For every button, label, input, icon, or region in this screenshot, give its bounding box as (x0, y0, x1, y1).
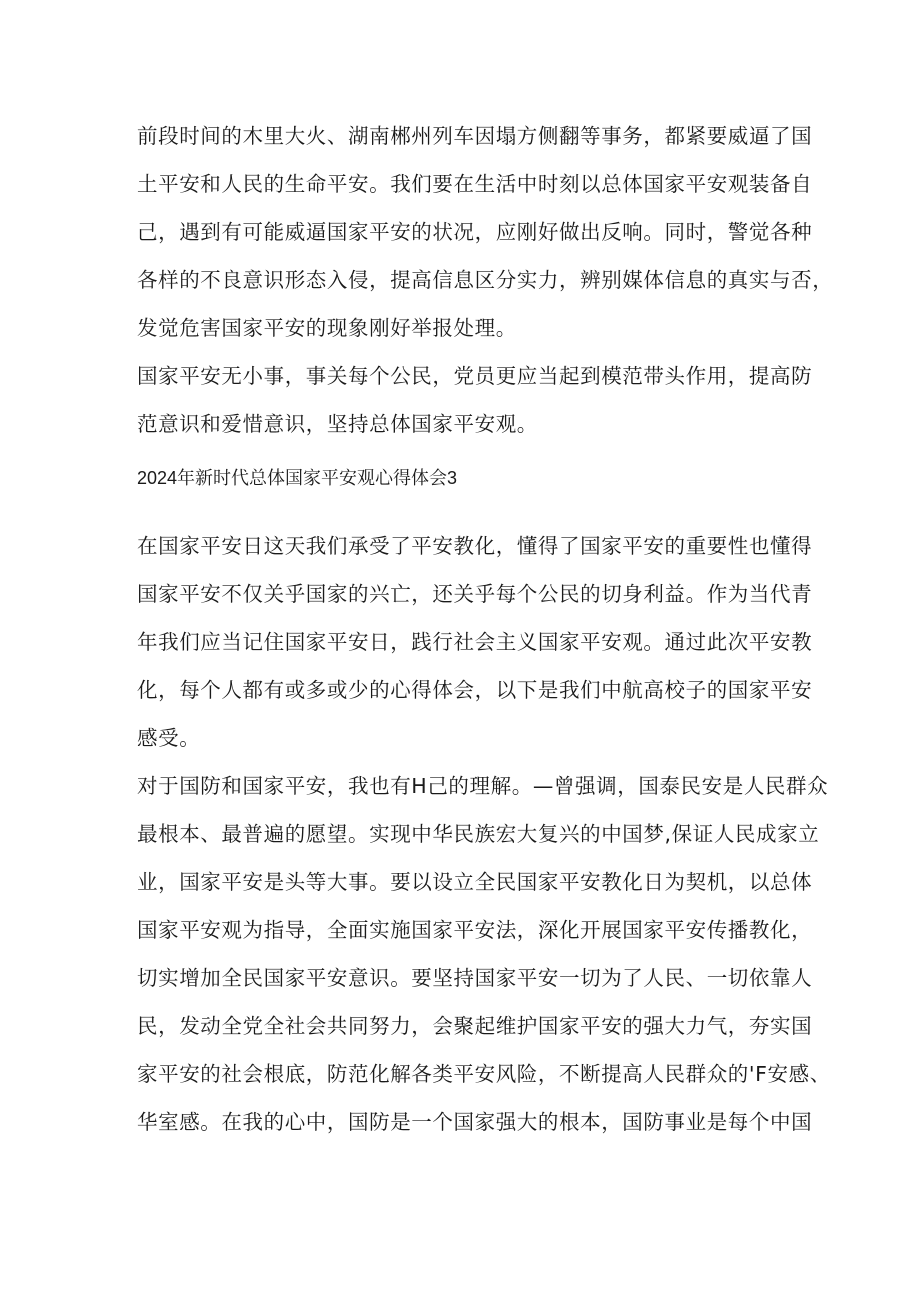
text-line: 对于国防和国家平安，我也有H己的理解。—曾强调，国泰民安是人民群众 (137, 774, 829, 798)
text-line: 国家平安观为指导，全面实施国家平安法，深化开展国家平安传播教化， (137, 918, 813, 942)
text-line: 年我们应当记住国家平安日，践行社会主义国家平安观。通过此次平安教 (137, 630, 813, 654)
text-line: 国家平安不仅关乎国家的兴亡，还关乎每个公民的切身利益。作为当代青 (137, 582, 813, 606)
paragraph-2 (137, 352, 813, 448)
text-line: 切实增加全民国家平安意识。要坚持国家平安一切为了人民、一切依靠人 (137, 966, 813, 990)
text-line: 土平安和人民的生命平安。我们要在生活中时刻以总体国家平安观装备自 (137, 172, 813, 196)
text-line: 前段时间的木里大火、湖南郴州列车因塌方侧翻等事务，都紧要威逼了国 (137, 124, 813, 148)
text-line: 己，遇到有可能威逼国家平安的状况，应刚好做出反响。同时，警觉各种 (137, 220, 813, 244)
text-line: 发觉危害国家平安的现象刚好举报处理。 (137, 316, 517, 340)
paragraph-3 (137, 522, 813, 762)
text-line: 在国家平安日这天我们承受了平安教化，懂得了国家平安的重要性也懂得 (137, 534, 813, 558)
text-line: 华室感。在我的心中，国防是一个国家强大的根本，国防事业是每个中国 (137, 1110, 813, 1134)
text-line: 民，发动全党全社会共同努力，会聚起维护国家平安的强大力气，夯实国 (137, 1014, 813, 1038)
text-line: 化，每个人都有或多或少的心得体会，以下是我们中航高校子的国家平安 (137, 678, 813, 702)
text-line: 家平安的社会根底，防范化解各类平安风险，不断提高人民群众的'F安感、 (137, 1062, 831, 1086)
text-line: 业，国家平安是头等大事。要以设立全民国家平安教化日为契机，以总体 (137, 870, 813, 894)
text-line: 范意识和爱惜意识，坚持总体国家平安观。 (137, 412, 538, 436)
text-line: 各样的不良意识形态入侵，提高信息区分实力，辨别媒体信息的真实与否， (137, 268, 834, 292)
section-heading: 2024年新时代总体国家平安观心得体会3 (137, 468, 458, 488)
paragraph-1 (137, 112, 834, 352)
text-line: 感受。 (137, 726, 201, 750)
text-line: 国家平安无小事，事关每个公民，党员更应当起到模范带头作用，提高防 (137, 364, 813, 388)
paragraph-4 (137, 762, 831, 1146)
text-line: 最根本、最普遍的愿望。实现中华民族宏大复兴的中国梦,保证人民成家立 (137, 822, 820, 846)
